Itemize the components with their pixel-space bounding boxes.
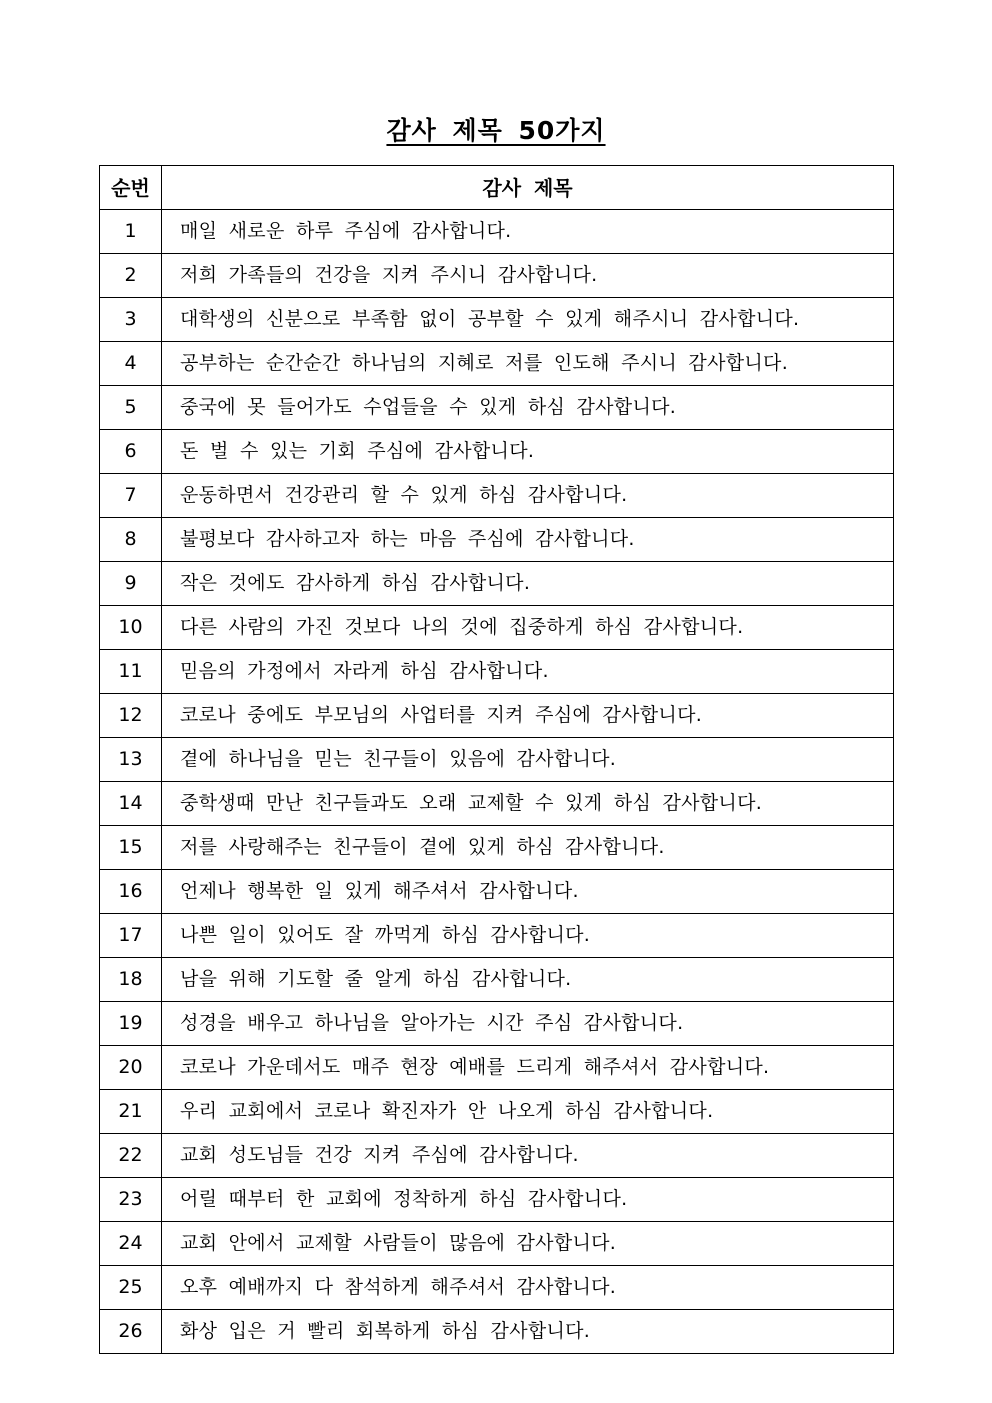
gratitude-item-text: 나쁜 일이 있어도 잘 까먹게 하심 감사합니다. — [162, 914, 894, 958]
table-row — [100, 386, 894, 430]
row-number: 23 — [100, 1178, 162, 1222]
gratitude-item-text: 교회 안에서 교제할 사람들이 많음에 감사합니다. — [162, 1222, 894, 1266]
gratitude-item-text: 매일 새로운 하루 주심에 감사합니다. — [162, 210, 894, 254]
table-row — [100, 1310, 894, 1354]
row-number: 2 — [100, 254, 162, 298]
table-row — [100, 738, 894, 782]
row-number: 19 — [100, 1002, 162, 1046]
gratitude-item-text: 곁에 하나님을 믿는 친구들이 있음에 감사합니다. — [162, 738, 894, 782]
gratitude-item-text: 운동하면서 건강관리 할 수 있게 하심 감사합니다. — [162, 474, 894, 518]
gratitude-item-text: 중국에 못 들어가도 수업들을 수 있게 하심 감사합니다. — [162, 386, 894, 430]
row-number: 5 — [100, 386, 162, 430]
gratitude-item-text: 어릴 때부터 한 교회에 정착하게 하심 감사합니다. — [162, 1178, 894, 1222]
table-row — [100, 870, 894, 914]
column-header-title: 감사 제목 — [162, 166, 894, 210]
row-number: 25 — [100, 1266, 162, 1310]
row-number: 3 — [100, 298, 162, 342]
table-row — [100, 518, 894, 562]
table-row — [100, 1266, 894, 1310]
table-row — [100, 342, 894, 386]
table-row — [100, 298, 894, 342]
table-row — [100, 694, 894, 738]
table-row — [100, 254, 894, 298]
gratitude-item-text: 다른 사람의 가진 것보다 나의 것에 집중하게 하심 감사합니다. — [162, 606, 894, 650]
row-number: 8 — [100, 518, 162, 562]
row-number: 17 — [100, 914, 162, 958]
table-row — [100, 826, 894, 870]
row-number: 7 — [100, 474, 162, 518]
table-row — [100, 606, 894, 650]
row-number: 12 — [100, 694, 162, 738]
gratitude-item-text: 코로나 중에도 부모님의 사업터를 지켜 주심에 감사합니다. — [162, 694, 894, 738]
table-row — [100, 1002, 894, 1046]
gratitude-item-text: 불평보다 감사하고자 하는 마음 주심에 감사합니다. — [162, 518, 894, 562]
table-header-row — [100, 166, 894, 210]
gratitude-item-text: 돈 벌 수 있는 기회 주심에 감사합니다. — [162, 430, 894, 474]
gratitude-item-text: 대학생의 신분으로 부족함 없이 공부할 수 있게 해주시니 감사합니다. — [162, 298, 894, 342]
gratitude-item-text: 코로나 가운데서도 매주 현장 예배를 드리게 해주셔서 감사합니다. — [162, 1046, 894, 1090]
row-number: 18 — [100, 958, 162, 1002]
column-header-number: 순번 — [100, 166, 162, 210]
table-row — [100, 958, 894, 1002]
gratitude-item-text: 오후 예배까지 다 참석하게 해주셔서 감사합니다. — [162, 1266, 894, 1310]
table-row — [100, 1222, 894, 1266]
row-number: 15 — [100, 826, 162, 870]
gratitude-item-text: 화상 입은 거 빨리 회복하게 하심 감사합니다. — [162, 1310, 894, 1354]
document-title-container — [0, 112, 992, 150]
row-number: 24 — [100, 1222, 162, 1266]
table-row — [100, 782, 894, 826]
row-number: 22 — [100, 1134, 162, 1178]
row-number: 21 — [100, 1090, 162, 1134]
gratitude-item-text: 공부하는 순간순간 하나님의 지혜로 저를 인도해 주시니 감사합니다. — [162, 342, 894, 386]
row-number: 6 — [100, 430, 162, 474]
gratitude-item-text: 우리 교회에서 코로나 확진자가 안 나오게 하심 감사합니다. — [162, 1090, 894, 1134]
row-number: 20 — [100, 1046, 162, 1090]
table-row — [100, 474, 894, 518]
row-number: 16 — [100, 870, 162, 914]
table-row — [100, 430, 894, 474]
table-row — [100, 1046, 894, 1090]
table-row — [100, 914, 894, 958]
gratitude-table — [99, 165, 894, 1354]
gratitude-item-text: 교회 성도님들 건강 지켜 주심에 감사합니다. — [162, 1134, 894, 1178]
gratitude-item-text: 저희 가족들의 건강을 지켜 주시니 감사합니다. — [162, 254, 894, 298]
table-row — [100, 1178, 894, 1222]
row-number: 11 — [100, 650, 162, 694]
table-row — [100, 1134, 894, 1178]
row-number: 1 — [100, 210, 162, 254]
row-number: 4 — [100, 342, 162, 386]
gratitude-item-text: 남을 위해 기도할 줄 알게 하심 감사합니다. — [162, 958, 894, 1002]
gratitude-item-text: 작은 것에도 감사하게 하심 감사합니다. — [162, 562, 894, 606]
document-title: 감사 제목 50가지 — [386, 116, 606, 145]
row-number: 26 — [100, 1310, 162, 1354]
table-row — [100, 650, 894, 694]
gratitude-item-text: 중학생때 만난 친구들과도 오래 교제할 수 있게 하심 감사합니다. — [162, 782, 894, 826]
row-number: 10 — [100, 606, 162, 650]
table-row — [100, 562, 894, 606]
table-body — [100, 210, 894, 1354]
gratitude-item-text: 저를 사랑해주는 친구들이 곁에 있게 하심 감사합니다. — [162, 826, 894, 870]
row-number: 9 — [100, 562, 162, 606]
gratitude-item-text: 성경을 배우고 하나님을 알아가는 시간 주심 감사합니다. — [162, 1002, 894, 1046]
gratitude-item-text: 언제나 행복한 일 있게 해주셔서 감사합니다. — [162, 870, 894, 914]
table-row — [100, 1090, 894, 1134]
row-number: 13 — [100, 738, 162, 782]
row-number: 14 — [100, 782, 162, 826]
table-row — [100, 210, 894, 254]
gratitude-item-text: 믿음의 가정에서 자라게 하심 감사합니다. — [162, 650, 894, 694]
